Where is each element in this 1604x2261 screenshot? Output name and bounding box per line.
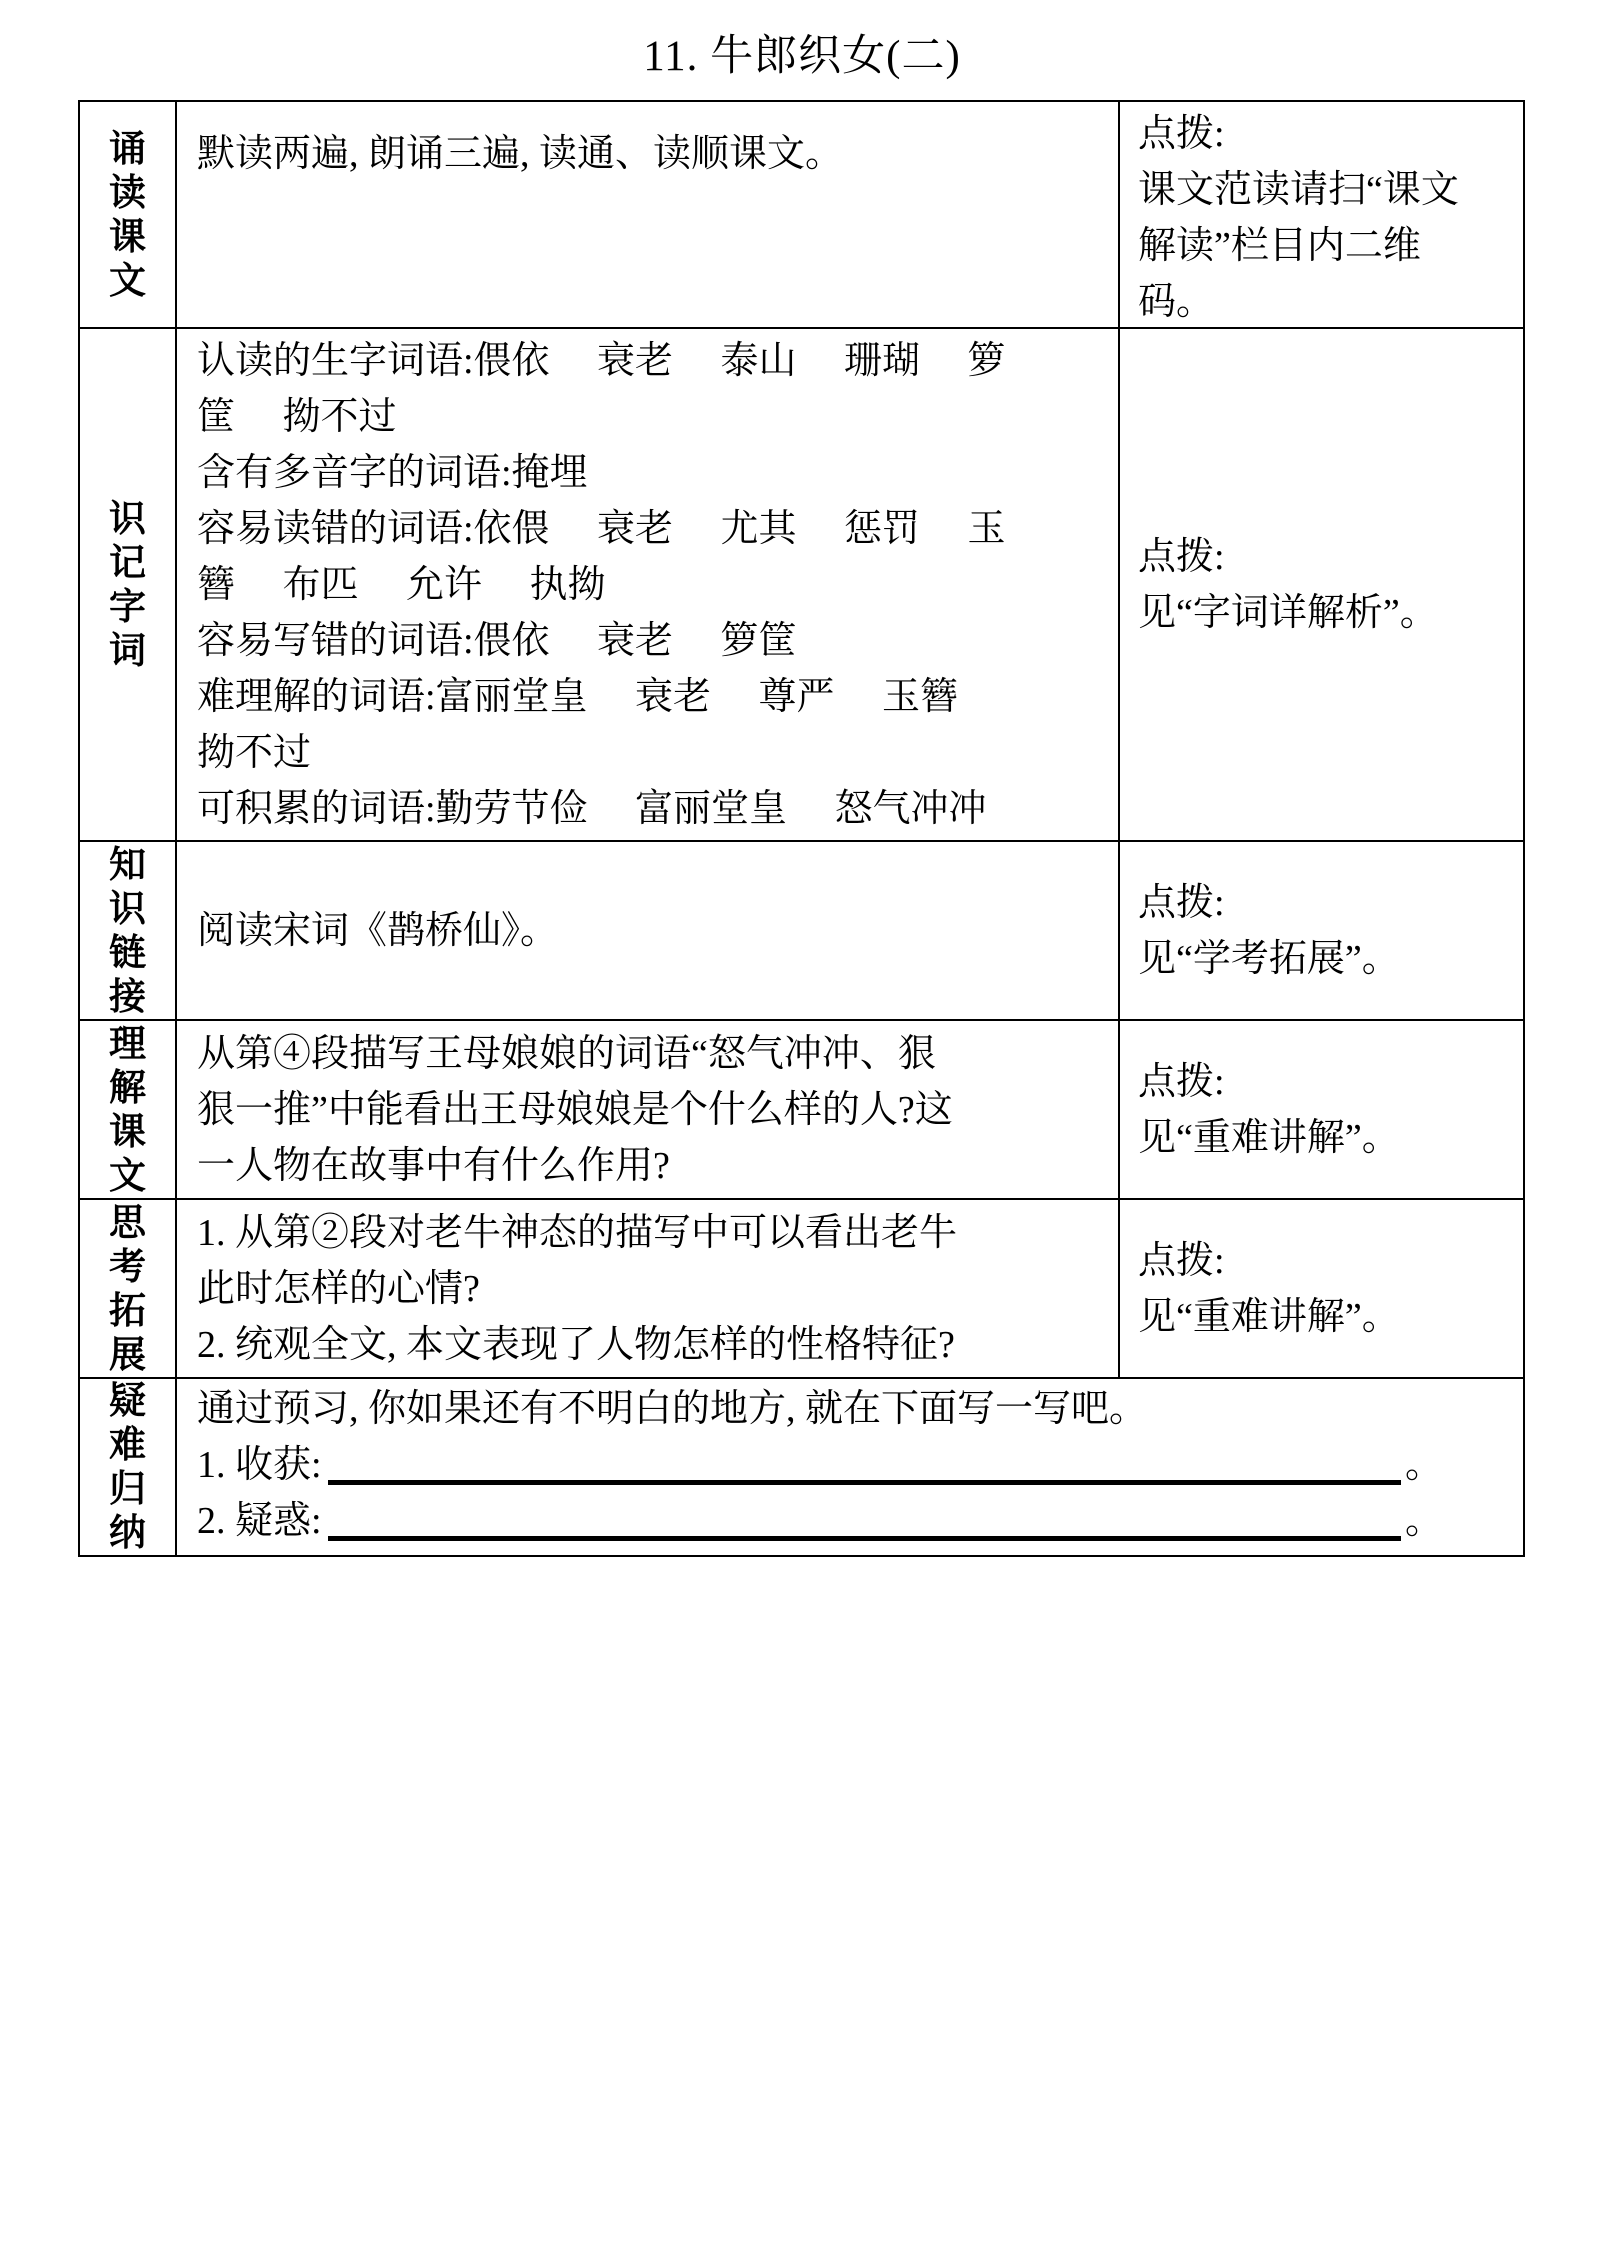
text-line: 含有多音字的词语:掩埋: [197, 451, 588, 494]
tip-text: 见“重难讲解”。: [1138, 1295, 1400, 1338]
fill-in-line-gains: [197, 1437, 1443, 1493]
row-tip-vocabulary: [1120, 329, 1523, 840]
row-content-comprehension: [177, 1021, 1120, 1198]
text-line: 从第④段描写王母娘娘的词语“怒气冲冲、狠: [197, 1032, 936, 1075]
tip-label: 点拨:: [1138, 1060, 1225, 1103]
row-content-vocabulary: [177, 329, 1120, 840]
row-header-comprehension: [80, 1021, 177, 1198]
row-header-label: 理解课文: [109, 1022, 146, 1196]
page-title: 11. 牛郎织女(二): [643, 33, 961, 80]
study-table: [78, 100, 1525, 1557]
tip-text: 解读”栏目内二维: [1138, 225, 1421, 267]
text-line: 2. 统观全文, 本文表现了人物怎样的性格特征?: [197, 1323, 955, 1366]
row-header-label: 思考拓展: [109, 1201, 146, 1375]
row-header-recite: [80, 102, 177, 327]
tip-text: 课文范读请扫“课文: [1138, 169, 1459, 211]
fill-in-line-doubts: [197, 1493, 1443, 1549]
row-tip-recite: [1120, 102, 1523, 327]
text-line: 难理解的词语:富丽堂皇 衰老 尊严 玉簪: [197, 675, 959, 718]
row-content-recite: [177, 102, 1120, 327]
blank-suffix: 。: [1404, 1444, 1443, 1486]
row-header-label: 识记字词: [109, 497, 146, 671]
text-line: 一人物在故事中有什么作用?: [197, 1144, 670, 1187]
table-row-recite: [80, 102, 1523, 329]
tip-label: 点拨:: [1138, 881, 1225, 924]
blank-suffix: 。: [1404, 1500, 1443, 1542]
tip-label: 点拨:: [1138, 535, 1225, 578]
blank-label: 1. 收获:: [197, 1444, 322, 1486]
text-line: 此时怎样的心情?: [197, 1267, 480, 1310]
text-line: 认读的生字词语:偎依 衰老 泰山 珊瑚 箩: [197, 339, 1006, 382]
row-tip-thinking-extension: [1120, 1200, 1523, 1377]
text-line: 筐 拗不过: [197, 395, 397, 438]
text-line: 簪 布匹 允许 执拗: [197, 563, 606, 606]
text-line: 1. 从第②段对老牛神态的描写中可以看出老牛: [197, 1211, 958, 1254]
row-header-questions-summary: [80, 1379, 177, 1555]
row-header-vocabulary: [80, 329, 177, 840]
text-line: 阅读宋词《鹊桥仙》。: [197, 909, 559, 952]
row-tip-knowledge-link: [1120, 842, 1523, 1019]
row-content-knowledge-link: [177, 842, 1120, 1019]
tip-text: 见“学考拓展”。: [1138, 937, 1400, 980]
table-row-thinking-extension: [80, 1200, 1523, 1379]
text-line: 可积累的词语:勤劳节俭 富丽堂皇 怒气冲冲: [197, 787, 987, 830]
table-row-vocabulary: [80, 329, 1523, 842]
answer-underline[interactable]: [328, 1446, 1401, 1485]
row-header-label: 疑难归纳: [109, 1380, 146, 1553]
row-content-thinking-extension: [177, 1200, 1120, 1377]
row-header-thinking-extension: [80, 1200, 177, 1377]
text-line: 通过预习, 你如果还有不明白的地方, 就在下面写一写吧。: [197, 1388, 1148, 1430]
tip-text: 码。: [1138, 281, 1215, 323]
table-row-knowledge-link: [80, 842, 1523, 1021]
text-line: 默读两遍, 朗诵三遍, 读通、读顺课文。: [197, 133, 844, 175]
blank-label: 2. 疑惑:: [197, 1500, 322, 1542]
table-row-comprehension: [80, 1021, 1523, 1200]
text-line: 容易读错的词语:依偎 衰老 尤其 惩罚 玉: [197, 507, 1006, 550]
text-line: 容易写错的词语:偎依 衰老 箩筐: [197, 619, 797, 662]
tip-text: 见“重难讲解”。: [1138, 1116, 1400, 1159]
row-header-label: 诵读课文: [109, 127, 146, 301]
row-header-label: 知识链接: [109, 843, 146, 1017]
text-line: 拗不过: [197, 731, 312, 774]
row-header-knowledge-link: [80, 842, 177, 1019]
tip-label: 点拨:: [1138, 113, 1225, 155]
tip-text: 见“字词详解析”。: [1138, 591, 1438, 634]
row-content-questions-summary: [177, 1379, 1523, 1555]
tip-label: 点拨:: [1138, 1239, 1225, 1282]
text-line: 狠一推”中能看出王母娘娘是个什么样的人?这: [197, 1088, 953, 1131]
row-tip-comprehension: [1120, 1021, 1523, 1198]
table-row-questions-summary: [80, 1379, 1523, 1555]
answer-underline[interactable]: [328, 1502, 1401, 1541]
